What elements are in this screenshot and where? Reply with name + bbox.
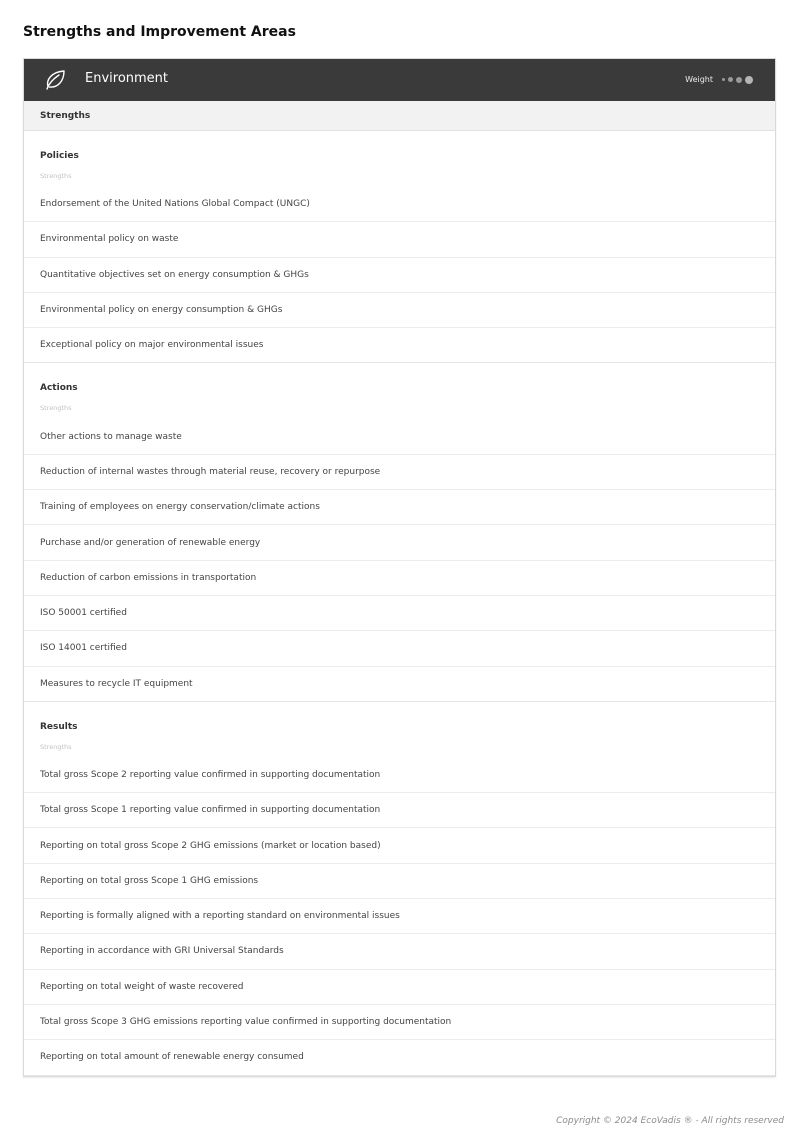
section-title-actions: Actions <box>40 383 78 394</box>
weight-dot-3 <box>736 77 742 83</box>
weight-dot-4 <box>745 76 753 84</box>
weight-label: Weight <box>685 75 713 84</box>
list-item: Quantitative objectives set on energy consumption & GHGs <box>24 258 775 293</box>
strengths-band: Strengths <box>24 101 775 131</box>
list-item: Total gross Scope 2 reporting value confirmed in supporting documentation <box>24 758 775 793</box>
list-item: Exceptional policy on major environmental issues <box>24 328 775 363</box>
page-title: Strengths and Improvement Areas <box>23 24 296 40</box>
section-list <box>24 419 775 701</box>
card-title: Environment <box>85 71 169 86</box>
list-item: Training of employees on energy conservation/climate actions <box>24 490 775 525</box>
section-list <box>24 187 775 363</box>
section-subtitle: Strengths <box>40 742 72 751</box>
list-item: Measures to recycle IT equipment <box>24 667 775 702</box>
list-item: Endorsement of the United Nations Global Compact (UNGC) <box>24 187 775 222</box>
card-header <box>24 59 775 101</box>
weight-dot-1 <box>722 78 725 81</box>
environment-card <box>23 58 776 1077</box>
list-item: ISO 14001 certified <box>24 631 775 666</box>
section-list <box>24 758 775 1076</box>
list-item: Reporting in accordance with GRI Universal Standards <box>24 934 775 969</box>
list-item: Total gross Scope 1 reporting value confirmed in supporting documentation <box>24 793 775 828</box>
section-subtitle: Strengths <box>40 404 72 413</box>
list-item: Reporting on total gross Scope 2 GHG emissions (market or location based) <box>24 828 775 863</box>
list-item: Purchase and/or generation of renewable energy <box>24 525 775 560</box>
list-item: Other actions to manage waste <box>24 419 775 454</box>
list-item: Reduction of carbon emissions in transportation <box>24 561 775 596</box>
list-item: Total gross Scope 3 GHG emissions reporting value confirmed in supporting documentation <box>24 1005 775 1040</box>
list-item: ISO 50001 certified <box>24 596 775 631</box>
weight-dot-2 <box>728 77 733 82</box>
list-item: Reporting on total gross Scope 1 GHG emissions <box>24 864 775 899</box>
section-title-results: Results <box>40 721 78 732</box>
list-item: Environmental policy on waste <box>24 222 775 257</box>
list-item: Environmental policy on energy consumption & GHGs <box>24 293 775 328</box>
sections-container <box>24 131 775 1076</box>
leaf-icon <box>43 68 67 92</box>
list-item: Reporting on total weight of waste recovered <box>24 970 775 1005</box>
weight-indicator <box>685 75 753 84</box>
list-item: Reporting on total amount of renewable energy consumed <box>24 1040 775 1075</box>
list-item: Reporting is formally aligned with a reporting standard on environmental issues <box>24 899 775 934</box>
section-title-policies: Policies <box>40 151 79 161</box>
section-subtitle: Strengths <box>40 172 72 180</box>
list-item: Reduction of internal wastes through material reuse, recovery or repurpose <box>24 455 775 490</box>
copyright-footer: Copyright © 2024 EcoVadis ® - All rights reserved <box>556 1116 784 1126</box>
